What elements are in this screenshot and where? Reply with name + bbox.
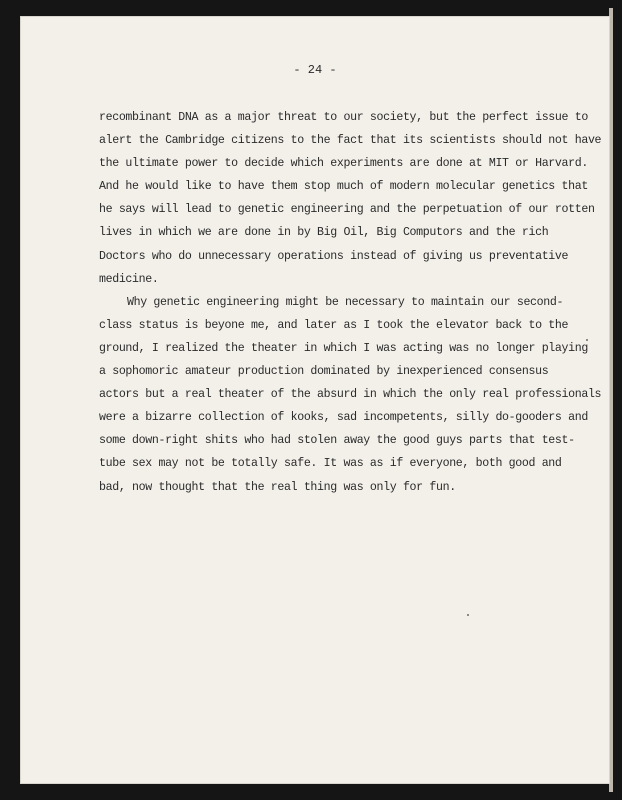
text-line: medicine. (99, 272, 159, 286)
text-line: some down-right shits who had stolen away the good guys parts that test- (99, 434, 575, 448)
text-line: a sophomoric amateur production dominated by inexperienced consensus (99, 365, 549, 379)
text-line: ground, I realized the theater in which I was acting was no longer playing (99, 341, 588, 355)
text-line: alert the Cambridge citizens to the fact that its scientists should not have (99, 134, 602, 148)
body-text (99, 106, 602, 499)
page-number: - 24 - (293, 63, 337, 77)
text-line: class status is beyone me, and later as I took the elevator back to the (99, 318, 569, 332)
document-page (20, 16, 610, 784)
text-line: Doctors who do unnecessary operations instead of giving us preventative (99, 249, 569, 263)
text-line: bad, now thought that the real thing was only for fun. (99, 480, 456, 494)
text-line: tube sex may not be totally safe. It was as if everyone, both good and (99, 457, 562, 471)
text-line: recombinant DNA as a major threat to our society, but the perfect issue to (99, 111, 588, 124)
text-line: And he would like to have them stop much of modern molecular genetics that (99, 180, 588, 194)
text-line: he says will lead to genetic engineering and the perpetuation of our rotten (99, 203, 595, 217)
text-line: actors but a real theater of the absurd in which the only real professionals (99, 388, 602, 402)
paper-speck (467, 614, 469, 616)
text-line: were a bizarre collection of kooks, sad incompetents, silly do-gooders and (99, 411, 588, 425)
text-line: lives in which we are done in by Big Oil, Big Computors and the rich (99, 226, 549, 240)
paper-speck (586, 339, 588, 341)
text-line: the ultimate power to decide which experiments are done at MIT or Harvard. (99, 157, 588, 171)
paragraph-start-line: Why genetic engineering might be necessary to maintain our second- (127, 295, 564, 309)
